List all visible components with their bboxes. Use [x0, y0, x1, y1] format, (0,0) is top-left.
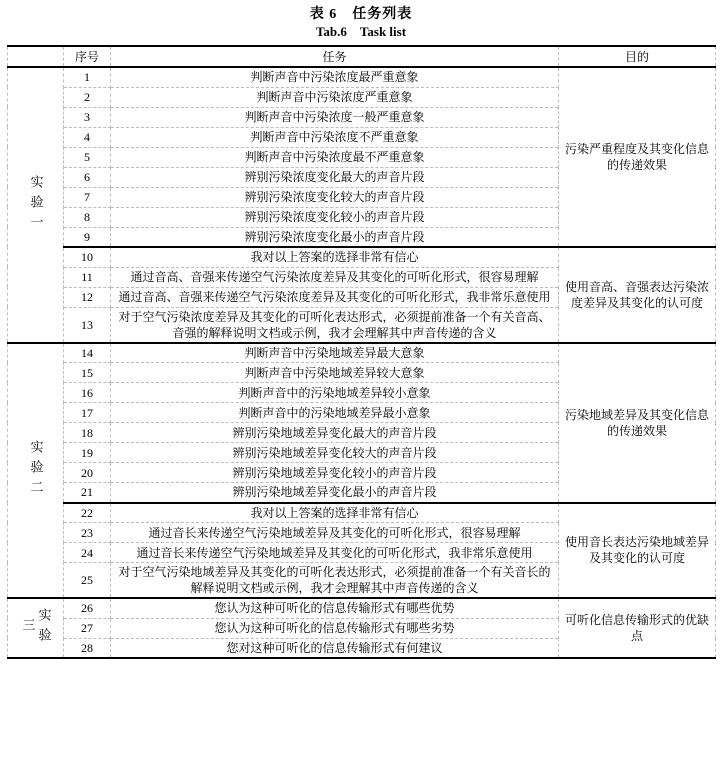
task-list-table [7, 45, 716, 659]
row-number-cell: 16 [64, 383, 111, 403]
task-cell: 通过音长来传递空气污染地域差异及其变化的可听化形式，很容易理解 [111, 523, 559, 543]
task-cell: 判断声音中的污染地域差异较小意象 [111, 383, 559, 403]
purpose-cell: 可听化信息传输形式的优缺点 [559, 598, 716, 658]
row-number-cell: 7 [64, 187, 111, 207]
purpose-cell: 使用音高、音强表达污染浓度差异及其变化的认可度 [559, 247, 716, 343]
row-number-cell: 5 [64, 147, 111, 167]
row-number-cell: 11 [64, 267, 111, 287]
row-number-cell: 23 [64, 523, 111, 543]
purpose-cell: 使用音长表达污染地域差异及其变化的认可度 [559, 503, 716, 599]
row-number-cell: 25 [64, 563, 111, 599]
row-number-cell: 4 [64, 127, 111, 147]
task-cell: 辨别污染地域差异变化最大的声音片段 [111, 423, 559, 443]
row-number-cell: 21 [64, 483, 111, 503]
row-number-cell: 28 [64, 638, 111, 658]
row-number-cell: 2 [64, 87, 111, 107]
header-experiment-group [8, 46, 64, 67]
task-cell: 您对这种可听化的信息传输形式有何建议 [111, 638, 559, 658]
table-row [8, 598, 716, 618]
row-number-cell: 19 [64, 443, 111, 463]
task-cell: 判断声音中污染浓度严重意象 [111, 87, 559, 107]
header-task: 任务 [111, 46, 559, 67]
task-cell: 您认为这种可听化的信息传输形式有哪些劣势 [111, 618, 559, 638]
task-cell: 判断声音中污染地域差异最大意象 [111, 343, 559, 363]
table-row [8, 247, 716, 267]
row-number-cell: 24 [64, 543, 111, 563]
row-number-cell: 26 [64, 598, 111, 618]
task-cell: 通过音高、音强来传递空气污染浓度差异及其变化的可听化形式，很容易理解 [111, 267, 559, 287]
task-cell: 辨别污染地域差异变化较大的声音片段 [111, 443, 559, 463]
purpose-cell: 污染严重程度及其变化信息的传递效果 [559, 67, 716, 247]
task-cell: 辨别污染地域差异变化较小的声音片段 [111, 463, 559, 483]
row-number-cell: 3 [64, 107, 111, 127]
row-number-cell: 20 [64, 463, 111, 483]
task-cell: 判断声音中的污染地域差异最小意象 [111, 403, 559, 423]
task-cell: 辨别污染地域差异变化最小的声音片段 [111, 483, 559, 503]
table-caption-en: Tab.6 Task list [315, 24, 407, 39]
table-header-row [8, 46, 716, 67]
task-cell: 辨别污染浓度变化最小的声音片段 [111, 227, 559, 247]
task-cell: 判断声音中污染浓度最严重意象 [111, 67, 559, 87]
row-number-cell: 6 [64, 167, 111, 187]
purpose-cell: 污染地域差异及其变化信息的传递效果 [559, 343, 716, 503]
task-cell: 判断声音中污染地域差异较大意象 [111, 363, 559, 383]
row-number-cell: 17 [64, 403, 111, 423]
task-cell: 辨别污染浓度变化最大的声音片段 [111, 167, 559, 187]
task-cell: 通过音长来传递空气污染地域差异及其变化的可听化形式，我非常乐意使用 [111, 543, 559, 563]
table-row [8, 503, 716, 523]
task-cell: 判断声音中污染浓度最不严重意象 [111, 147, 559, 167]
table-row [8, 343, 716, 363]
row-number-cell: 1 [64, 67, 111, 87]
task-cell: 辨别污染浓度变化较小的声音片段 [111, 207, 559, 227]
row-number-cell: 18 [64, 423, 111, 443]
task-cell: 对于空气污染浓度差异及其变化的可听化表达形式，必须提前准备一个有关音高、音强的解释说明文档或示例，我才会理解其中声音传递的含义 [111, 307, 559, 343]
row-number-cell: 27 [64, 618, 111, 638]
experiment-group-label: 实验一 [8, 67, 64, 343]
table-row [8, 67, 716, 87]
header-number: 序号 [64, 46, 111, 67]
row-number-cell: 8 [64, 207, 111, 227]
header-purpose: 目的 [559, 46, 716, 67]
row-number-cell: 14 [64, 343, 111, 363]
row-number-cell: 15 [64, 363, 111, 383]
task-cell: 您认为这种可听化的信息传输形式有哪些优势 [111, 598, 559, 618]
task-cell: 我对以上答案的选择非常有信心 [111, 247, 559, 267]
task-cell: 判断声音中污染浓度一般严重意象 [111, 107, 559, 127]
row-number-cell: 13 [64, 307, 111, 343]
experiment-group-label: 实验二 [8, 343, 64, 599]
experiment-group-label: 实验三 [8, 598, 64, 658]
task-cell: 对于空气污染地域差异及其变化的可听化表达形式，必须提前准备一个有关音长的解释说明文档或示例，我才会理解其中声音传递的含义 [111, 563, 559, 599]
row-number-cell: 9 [64, 227, 111, 247]
task-cell: 我对以上答案的选择非常有信心 [111, 503, 559, 523]
row-number-cell: 10 [64, 247, 111, 267]
task-cell: 判断声音中污染浓度不严重意象 [111, 127, 559, 147]
task-cell: 辨别污染浓度变化较大的声音片段 [111, 187, 559, 207]
row-number-cell: 12 [64, 287, 111, 307]
table-caption-zh: 表 6 任务列表 [309, 7, 413, 22]
task-cell: 通过音高、音强来传递空气污染浓度差异及其变化的可听化形式，我非常乐意使用 [111, 287, 559, 307]
row-number-cell: 22 [64, 503, 111, 523]
